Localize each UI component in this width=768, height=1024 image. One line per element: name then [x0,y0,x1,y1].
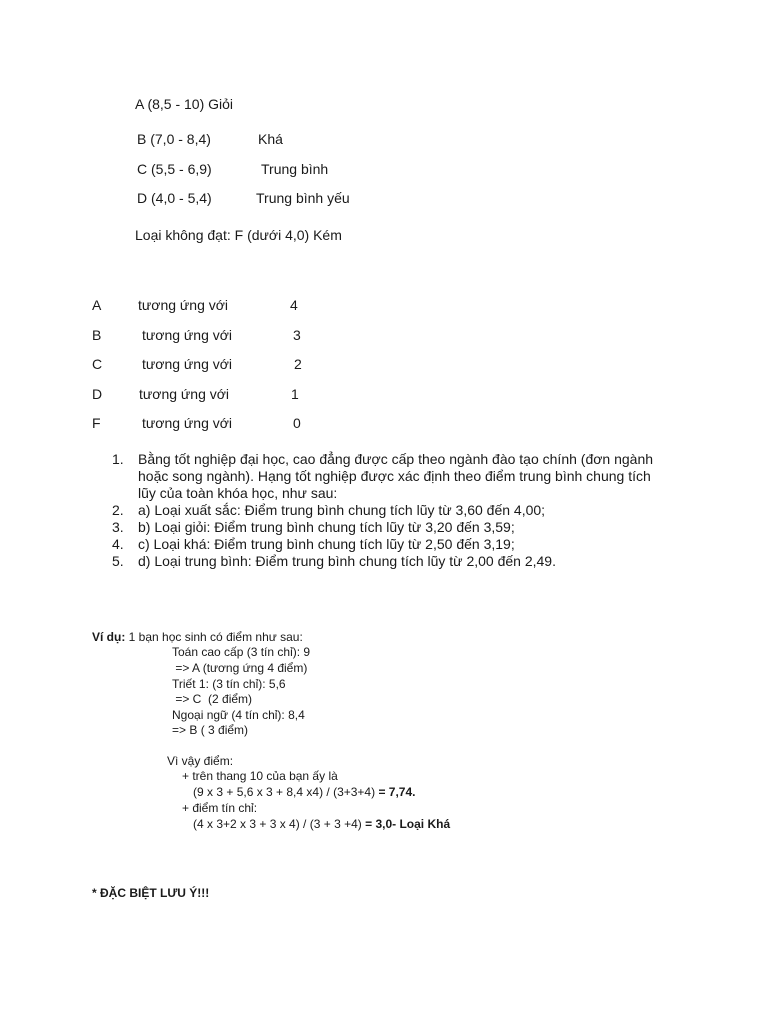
example-line-2: => A (tương ứng 4 điểm) [172,661,308,675]
map-point-d: 1 [291,386,299,402]
list-item-text: a) Loại xuất sắc: Điểm trung bình chung tích lũy từ 3,60 đến 4,00; [138,502,546,518]
grade-c-label: C (5,5 - 6,9) [137,161,212,177]
list-item-text: b) Loại giỏi: Điểm trung bình chung tích lũy từ 3,20 đến 3,59; [138,519,515,535]
example-line-5: Ngoại ngữ (4 tín chỉ): 8,4 [172,708,305,722]
map-text-c: tương ứng với [142,356,233,372]
example-credit-result: = 3,0- Loại Khá [361,817,451,831]
grade-b-desc: Khá [258,131,283,147]
example-scale10-label: + trên thang 10 của bạn ấy là [182,769,338,783]
example-scale10-formula: (9 x 3 + 5,6 x 3 + 8,4 x4) / (3+3+4) [193,785,376,799]
map-point-f: 0 [293,415,301,431]
example-heading [92,630,303,644]
list-item-text: Bằng tốt nghiệp đại học, cao đẳng được cấp theo ngành đào tạo chính (đơn ngành hoặc song ngành). Hạng tốt nghiệp được xác định theo điểm trung bình chung tích lũy của toàn khóa học, như sau: [138,451,654,501]
fail-line: Loại không đạt: F (dưới 4,0) Kém [135,227,342,243]
example-credit-label: + điểm tín chỉ: [182,801,258,815]
grade-b-label: B (7,0 - 8,4) [137,131,211,147]
map-text-a: tương ứng với [138,297,229,313]
list-item [112,502,672,519]
example-credit-formula: (4 x 3+2 x 3 + 3 x 4) / (3 + 3 +4) [193,817,362,831]
graduation-rank-list [112,451,672,570]
map-point-c: 2 [294,356,302,372]
example-therefore: Vì vậy điểm: [167,754,234,768]
map-text-b: tương ứng với [142,327,233,343]
list-item-number: 5. [112,553,124,569]
list-item-text: d) Loại trung bình: Điểm trung bình chung tích lũy từ 2,00 đến 2,49. [138,553,556,569]
example-line-3: Triết 1: (3 tín chỉ): 5,6 [172,677,286,691]
grade-a-label: A (8,5 - 10) Giỏi [135,96,234,112]
map-letter-f: F [92,415,101,431]
example-line-4: => C (2 điểm) [172,692,253,706]
map-letter-b: B [92,327,102,343]
list-item [112,553,672,570]
list-item-text: c) Loại khá: Điểm trung bình chung tích lũy từ 2,50 đến 3,19; [138,536,515,552]
map-letter-c: C [92,356,103,372]
example-label: Ví dụ: [92,630,126,644]
special-note: * ĐẶC BIỆT LƯU Ý!!! [92,886,210,900]
grade-c-desc: Trung bình [261,161,329,177]
list-item [112,519,672,536]
example-scale10-line [193,785,415,799]
list-item [112,451,672,502]
list-item-number: 2. [112,502,124,518]
list-item-number: 4. [112,536,124,552]
map-letter-d: D [92,386,103,402]
example-intro: 1 bạn học sinh có điểm như sau: [125,630,303,644]
map-point-a: 4 [290,297,298,313]
list-item-number: 3. [112,519,124,535]
map-point-b: 3 [293,327,301,343]
example-credit-line [193,817,450,831]
example-line-6: => B ( 3 điểm) [172,723,249,737]
grade-d-label: D (4,0 - 5,4) [137,190,212,206]
map-letter-a: A [92,297,102,313]
list-item-number: 1. [112,451,124,467]
example-scale10-result: = 7,74. [375,785,416,799]
grade-d-desc: Trung bình yếu [256,190,350,206]
map-text-f: tương ứng với [142,415,233,431]
map-text-d: tương ứng với [139,386,230,402]
example-line-1: Toán cao cấp (3 tín chỉ): 9 [172,645,311,659]
list-item [112,536,672,553]
